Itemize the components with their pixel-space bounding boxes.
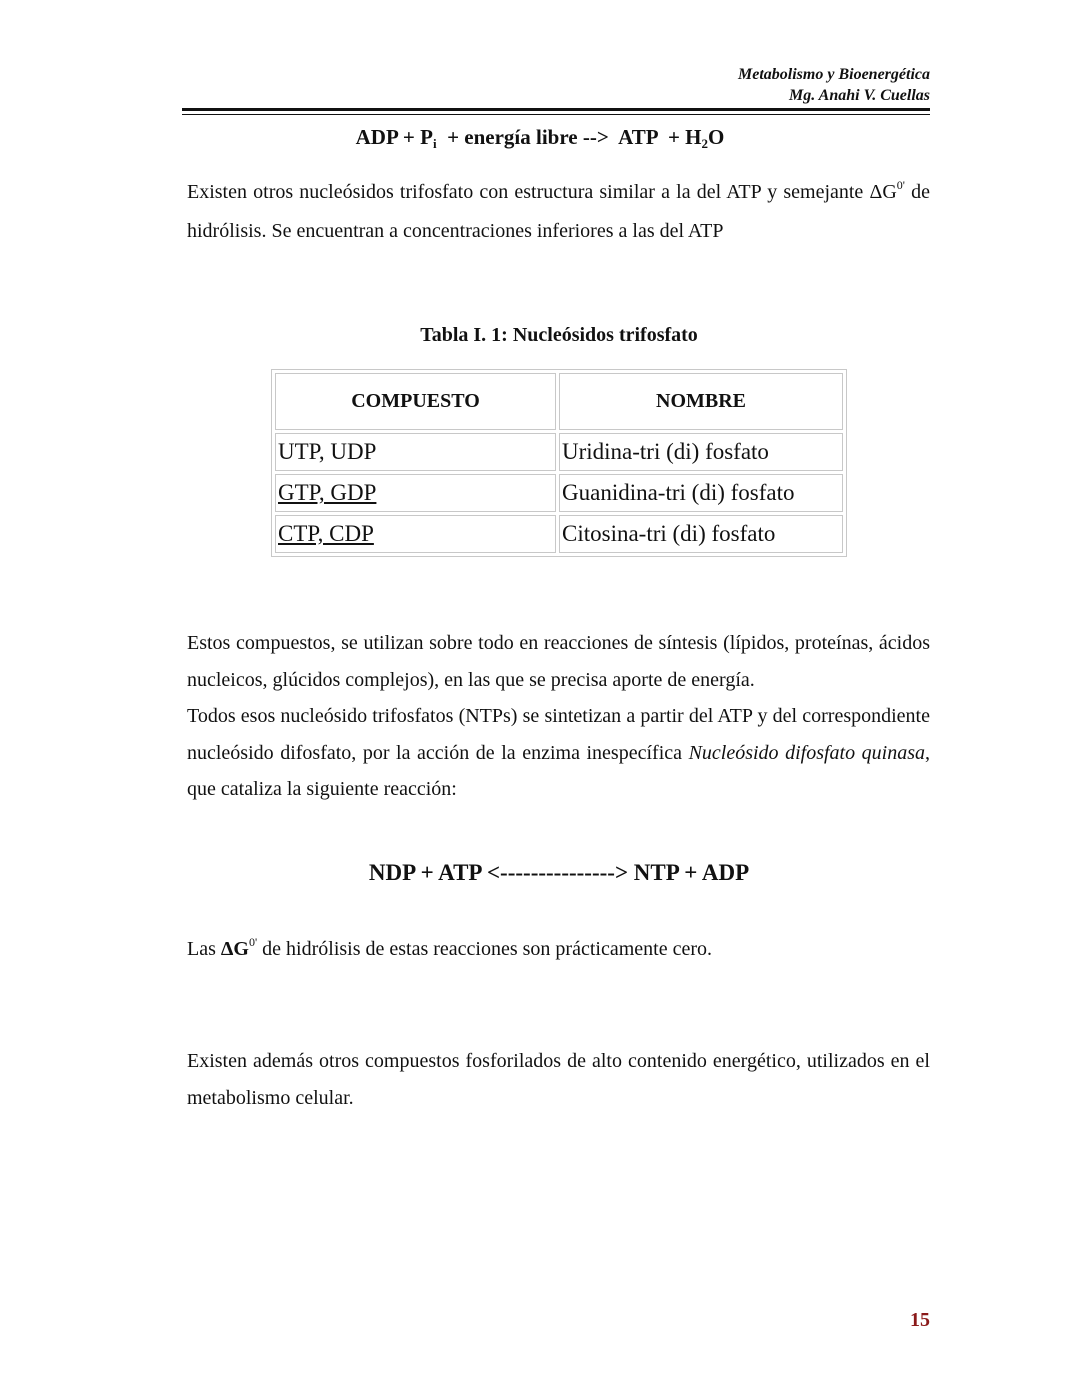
- paragraph-other-compounds: [187, 1043, 930, 1116]
- cell-compound-link[interactable]: CTP, CDP: [275, 515, 556, 553]
- nucleosides-table: [271, 369, 847, 557]
- eq1-sub-i: i: [432, 136, 437, 151]
- table-row: [275, 515, 843, 553]
- eq1-sub-2: 2: [701, 136, 708, 151]
- para2-text-b: , que cataliza la siguiente reacción:: [187, 741, 931, 800]
- eq1-part1: ADP + P: [355, 125, 433, 149]
- cell-compound: UTP, UDP: [275, 433, 556, 471]
- table-row: [275, 433, 843, 471]
- equation-ndp-ntp: NDP + ATP <---------------> NTP + ADP: [368, 860, 750, 885]
- para1-sup: 0': [896, 178, 905, 192]
- para3-sup: 0': [249, 935, 258, 949]
- para3-text-a: Las: [187, 938, 221, 960]
- header-rule-thick: [182, 108, 930, 111]
- page-number: 15: [910, 1309, 930, 1331]
- para2-line2: [187, 698, 930, 808]
- running-header: [738, 64, 930, 106]
- header-compuesto: COMPUESTO: [275, 373, 556, 430]
- cell-name: Guanidina-tri (di) fosfato: [559, 474, 843, 512]
- para4-text: Existen además otros compuestos fosforilados de alto contenido energético, utilizados en el metabolismo celular.: [187, 1050, 930, 1109]
- eq1-part3: O: [708, 125, 725, 149]
- table-title: Tabla I. 1: Nucleósidos trifosfato: [420, 324, 698, 346]
- table-row: [275, 474, 843, 512]
- paragraph-nucleosides: [187, 174, 930, 249]
- equation-atp-synthesis: [0, 125, 1080, 150]
- paragraph-hydrolysis: [187, 931, 930, 970]
- paragraph-synthesis: [187, 625, 930, 808]
- table-header-row: [275, 373, 843, 430]
- enzyme-name: Nucleósido difosfato quinasa: [688, 741, 926, 764]
- para3-text-b: de hidrólisis de estas reacciones son prácticamente cero.: [257, 938, 712, 960]
- cell-compound-link[interactable]: GTP, GDP: [275, 474, 556, 512]
- para1-text-b: de hidrólisis. Se encuentran a concentraciones inferiores a las del ATP: [187, 181, 930, 242]
- header-title: Metabolismo y Bioenergética: [738, 66, 930, 83]
- header-author: Mg. Anahi V. Cuellas: [789, 87, 930, 104]
- para2-line1: Estos compuestos, se utilizan sobre todo en reacciones de síntesis (lípidos, proteínas, ácidos nucleicos, glúcidos complejos), en las que se precisa aporte de energía.: [187, 632, 930, 691]
- para2-text-a: Todos esos nucleósido trifosfatos (NTPs) se sintetizan a partir del ATP y del correspondiente nucleósido difosfato, por la acción de la enzima inespecífica: [187, 705, 930, 764]
- cell-name: Citosina-tri (di) fosfato: [559, 515, 843, 553]
- cell-name: Uridina-tri (di) fosfato: [559, 433, 843, 471]
- para1-text-a: Existen otros nucleósidos trifosfato con estructura similar a la del ATP y semejante ΔG: [187, 181, 897, 203]
- header-rule-thin: [182, 114, 930, 115]
- eq1-part2: + energía libre --> ATP + H: [436, 125, 702, 149]
- header-nombre: NOMBRE: [559, 373, 843, 430]
- para3-delta: ΔG: [220, 938, 249, 960]
